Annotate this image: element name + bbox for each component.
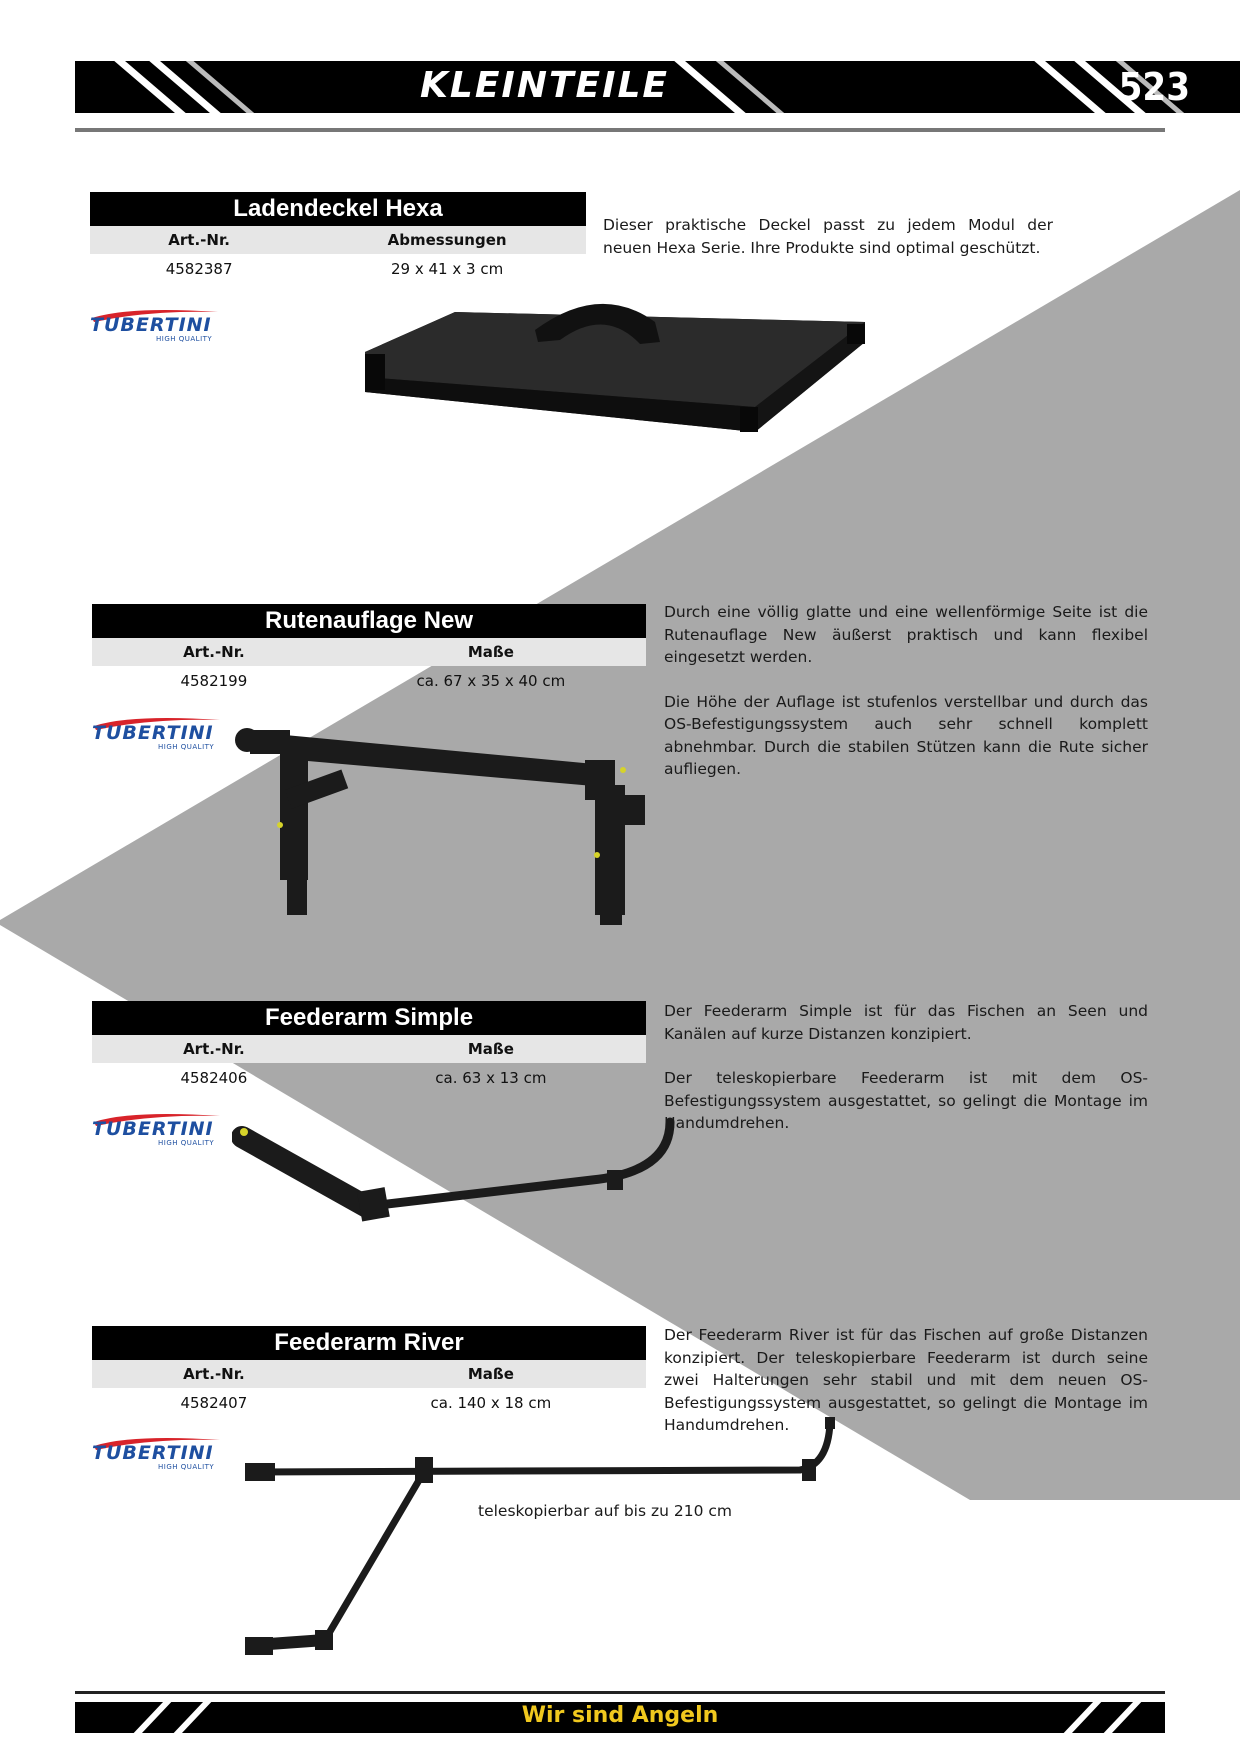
description-paragraph: Der teleskopierbare Feederarm ist mit dem OS-Befestigungssystem ausgestattet, so gelingt die Montage im Handumdrehen. bbox=[664, 1069, 1148, 1132]
footer-slogan: Wir sind Angeln bbox=[521, 1703, 719, 1728]
table-header-row bbox=[90, 226, 586, 254]
brand-logo bbox=[92, 1112, 222, 1148]
column-header-article: Art.-Nr. bbox=[168, 231, 230, 249]
footer-divider bbox=[75, 1691, 1165, 1694]
brand-logo bbox=[92, 1436, 222, 1472]
product-title: Rutenauflage New bbox=[92, 604, 646, 638]
column-header-article: Art.-Nr. bbox=[183, 1365, 245, 1383]
product-description bbox=[603, 214, 1053, 259]
article-number: 4582199 bbox=[180, 672, 248, 690]
page-header bbox=[75, 61, 1240, 113]
dimensions-value: ca. 63 x 13 cm bbox=[435, 1069, 547, 1087]
product-table-rutenauflage bbox=[92, 604, 646, 696]
brand-logo bbox=[90, 308, 220, 344]
header-divider bbox=[75, 128, 1165, 132]
description-paragraph: Der Feederarm River ist für das Fischen auf große Distanzen konzipiert. Der teleskopierbare Feederarm ist durch seine zwei Halterungen sehr stabil und mit dem neuen OS-Befestigungssystem ausgestattet, so gelingt die Montage im Handumdrehen. bbox=[664, 1326, 1148, 1434]
column-header-dimensions: Maße bbox=[467, 1365, 514, 1383]
table-row bbox=[90, 254, 586, 284]
logo-wordmark: TUBERTINI bbox=[92, 1442, 214, 1464]
table-row bbox=[92, 1388, 646, 1418]
logo-tagline: HIGH QUALITY bbox=[158, 1463, 215, 1471]
product-description bbox=[664, 1000, 1148, 1135]
table-header-row bbox=[92, 1035, 646, 1063]
feederarm-simple-image bbox=[232, 1112, 682, 1237]
column-header-article: Art.-Nr. bbox=[183, 643, 245, 661]
telescopic-note: teleskopierbar auf bis zu 210 cm bbox=[478, 1502, 733, 1520]
table-header-row bbox=[92, 638, 646, 666]
section-title: KLEINTEILE bbox=[420, 65, 670, 106]
column-header-article: Art.-Nr. bbox=[183, 1040, 245, 1058]
table-header-row bbox=[92, 1360, 646, 1388]
logo-tagline: HIGH QUALITY bbox=[158, 743, 215, 751]
column-header-dimensions: Maße bbox=[467, 643, 514, 661]
column-header-dimensions: Maße bbox=[467, 1040, 514, 1058]
rod-rest-image bbox=[225, 715, 645, 930]
product-title: Feederarm River bbox=[92, 1326, 646, 1360]
article-number: 4582407 bbox=[180, 1394, 248, 1412]
column-header-dimensions: Abmessungen bbox=[387, 231, 507, 249]
logo-wordmark: TUBERTINI bbox=[90, 314, 212, 336]
logo-tagline: HIGH QUALITY bbox=[158, 1139, 215, 1147]
page-footer bbox=[75, 1702, 1165, 1733]
dimensions-value: ca. 67 x 35 x 40 cm bbox=[416, 672, 566, 690]
description-paragraph: Die Höhe der Auflage ist stufenlos verstellbar und durch das OS-Befestigungssystem auch sehr schnell komplett abnehmbar. Durch die stabilen Stützen kann die Rute sicher aufliegen. bbox=[664, 692, 1148, 778]
logo-wordmark: TUBERTINI bbox=[92, 1118, 214, 1140]
dimensions-value: 29 x 41 x 3 cm bbox=[391, 260, 504, 278]
product-description bbox=[664, 601, 1148, 781]
feederarm-river-image bbox=[240, 1415, 840, 1660]
hexa-lid-image bbox=[360, 282, 870, 442]
description-paragraph: Der Feederarm Simple ist für das Fischen an Seen und Kanälen auf kurze Distanzen konzipiert. bbox=[664, 1002, 1148, 1043]
product-title: Ladendeckel Hexa bbox=[90, 192, 586, 226]
page-number: 523 bbox=[1118, 65, 1190, 109]
dimensions-value: ca. 140 x 18 cm bbox=[430, 1394, 552, 1412]
product-table-feederarm-river bbox=[92, 1326, 646, 1418]
description-paragraph: Durch eine völlig glatte und eine wellenförmige Seite ist die Rutenauflage New äußerst praktisch und kann flexibel eingesetzt werden. bbox=[664, 603, 1148, 666]
logo-tagline: HIGH QUALITY bbox=[156, 335, 213, 343]
table-row bbox=[92, 1063, 646, 1093]
product-table-ladendeckel bbox=[90, 192, 586, 284]
article-number: 4582406 bbox=[180, 1069, 248, 1087]
table-row bbox=[92, 666, 646, 696]
logo-wordmark: TUBERTINI bbox=[92, 722, 214, 744]
product-title: Feederarm Simple bbox=[92, 1001, 646, 1035]
description-paragraph: Dieser praktische Deckel passt zu jedem Modul der neuen Hexa Serie. Ihre Produkte sind optimal geschützt. bbox=[603, 216, 1053, 257]
brand-logo bbox=[92, 716, 222, 752]
article-number: 4582387 bbox=[165, 260, 233, 278]
product-table-feederarm-simple bbox=[92, 1001, 646, 1093]
